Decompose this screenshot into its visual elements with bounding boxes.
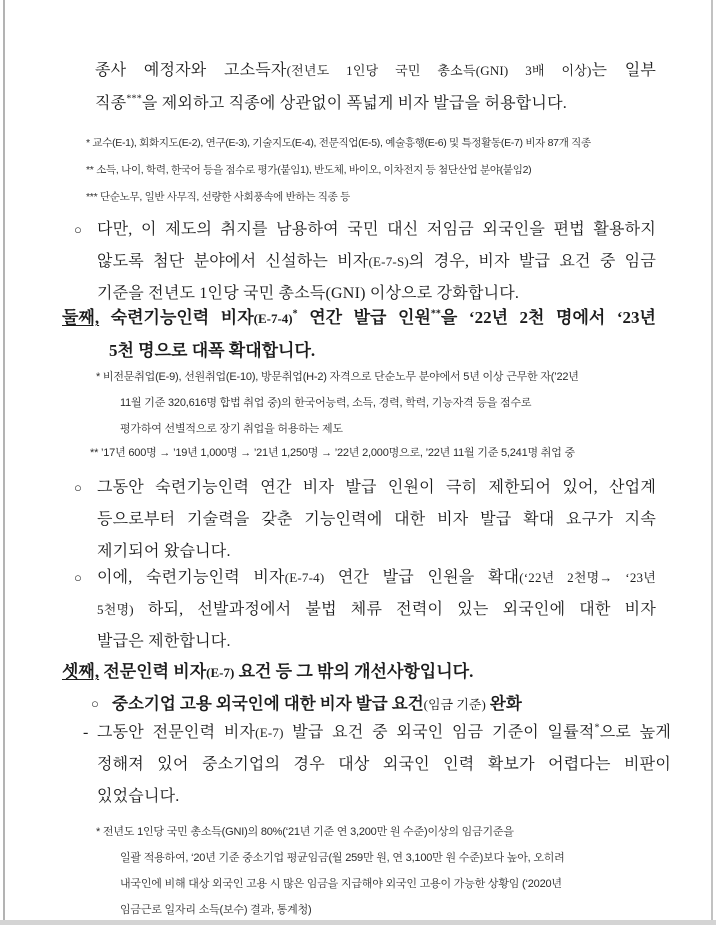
heading-third-item	[62, 660, 662, 685]
text-run-paren: (임금 기준)	[423, 697, 486, 712]
text-run: 요건 등 그 밖의 개선사항입니다.	[234, 662, 474, 681]
text-run-paren: 5천명)	[97, 602, 134, 617]
text-run: 그동안 전문인력 비자	[97, 724, 256, 741]
text-run: 그동안 숙련기능인력 연간 비자 발급 인원이 극히 제한되어 있어, 산업계	[97, 479, 656, 496]
circle-bullet-icon: ○	[74, 570, 83, 585]
text-run: 제기되어 왔습니다.	[97, 543, 231, 560]
text-run: 연간 발급 인원	[297, 308, 431, 327]
text-run: 을 제외하고 직종에 상관없이 폭넓게 비자 발급을 허용합니다.	[141, 95, 567, 112]
text-line	[95, 54, 656, 87]
footnote-line: 11월 기준 320,616명 합법 취업 중)의 한국어능력, 소득, 경력, 학력, 기능자격 등을 점수로	[120, 397, 532, 409]
text-run: 을 ‘22년 2천 명에서 ‘23년	[440, 308, 656, 327]
circle-bullet-icon: ○	[74, 480, 83, 495]
text-line	[97, 214, 656, 246]
text-run-paren: (E-7-4)	[284, 570, 325, 585]
text-run: 완화	[485, 694, 522, 713]
text-run: 으로 높게	[599, 724, 671, 741]
footnote-line: *** 단순노무, 일반 사무직, 선량한 사회풍속에 반하는 직종 등	[86, 191, 350, 203]
text-line	[97, 594, 656, 626]
text-line	[95, 87, 656, 120]
paragraph-visa-issuance	[95, 54, 656, 120]
text-run: 다만, 이 제도의 취지를 남용하여 국민 대신 저임금 외국인을 편법 활용하지	[97, 221, 656, 238]
footnote-gni-wage-standard	[96, 819, 656, 923]
text-run: 기준을 전년도 1인당 국민 총소득(GNI) 이상으로 강화합니다.	[97, 285, 520, 302]
footnote-line: * 전년도 1인당 국민 총소득(GNI)의 80%(‘21년 기준 연 3,200만 원 수준)이상의 임금기준을	[96, 826, 514, 838]
paragraph-text	[97, 717, 671, 813]
text-run: 숙련기능인력 비자	[99, 308, 254, 327]
text-run-paren: (전년도 1인당 국민 총소득(GNI) 3배 이상)	[286, 63, 592, 78]
footnote-line: * 교수(E-1), 회화지도(E-2), 연구(E-3), 기술지도(E-4), 전문직업(E-5), 예술흥행(E-6) 및 특정활동(E-7) 비자 87개 직종	[86, 137, 591, 149]
text-run: 직종	[95, 95, 127, 112]
text-line	[97, 781, 671, 813]
footnote-group-occupations	[86, 130, 686, 211]
text-run: 정해져 있어 중소기업의 경우 대상 외국인 인력 확보가 어렵다는 비판이	[97, 756, 671, 773]
text-run: 종사 예정자와 고소득자	[95, 62, 287, 79]
text-run: 5천 명으로 대폭 확대합니다.	[109, 341, 316, 360]
text-run-paren: (E-7)	[206, 665, 235, 680]
page-left-edge-line	[3, 0, 5, 925]
footnote-line: * 비전문취업(E-9), 선원취업(E-10), 방문취업(H-2) 자격으로 단순노무 분야에서 5년 이상 근무한 자(’22년	[96, 371, 579, 383]
text-line	[97, 246, 656, 278]
footnote-marker: *	[594, 722, 600, 734]
underlined-word: 둘째,	[62, 308, 100, 327]
footnote-line: 일괄 적용하여, ‘20년 기준 중소기업 평균임금(월 259만 원, 연 3,100만 원 수준)보다 높아, 오히려	[120, 852, 565, 864]
text-run: 이에, 숙련기능인력 비자	[97, 569, 285, 586]
text-run-paren: (E-7-4)	[253, 311, 293, 326]
text-run: 하되, 선발과정에서 불법 체류 전력이 있는 외국인에 대한 비자	[133, 601, 656, 618]
text-run-paren: (‘22년 2천명→ ‘23년	[519, 570, 656, 585]
text-run: 중소기업 고용 외국인에 대한 비자 발급 요건	[112, 694, 424, 713]
text-line	[97, 472, 656, 504]
footnote-line: ** 소득, 나이, 학력, 한국어 등을 점수로 평가(붙임1), 반도체, 바이오, 이차전지 등 첨단산업 분야(붙임2)	[86, 164, 532, 176]
footnote-line: ** ’17년 600명 → ’19년 1,000명 → ’21년 1,250명 → ’22년 2,000명으로, ’22년 11월 기준 5,241명 취업 중	[90, 447, 575, 459]
paragraph-text	[97, 472, 656, 568]
circle-bullet-icon: ○	[91, 696, 99, 711]
text-run-paren: (E-7)	[255, 725, 284, 740]
bullet-paragraph-e7s	[74, 214, 656, 310]
footnote-line: 내국인에 비해 대상 외국인 고용 시 많은 임금을 지급해야 외국인 고용이 가능한 상황임 (‘2020년	[120, 878, 562, 890]
heading-second-item	[62, 302, 656, 367]
circle-bullet-icon: ○	[74, 222, 83, 237]
text-run: 등으로부터 기술력을 갖춘 기능인력에 대한 비자 발급 확대 요구가 지속	[97, 511, 656, 528]
footnote-line: 임금근로 일자리 소득(보수) 결과, 통계청)	[120, 904, 312, 916]
paragraph-text	[97, 562, 656, 658]
bullet-paragraph-expand-restrict	[74, 562, 656, 658]
bullet-paragraph-quota-limited	[74, 472, 656, 568]
text-line	[97, 562, 656, 594]
footnote-marker: ***	[126, 93, 142, 105]
text-run: 전문인력 비자	[99, 662, 207, 681]
heading-line	[62, 660, 662, 685]
footnote-marker: **	[430, 308, 441, 320]
text-run: 는 일부	[591, 62, 657, 79]
footnote-e74-description	[96, 364, 658, 442]
text-run: 않도록 첨단 분야에서 신설하는 비자	[97, 253, 369, 270]
bold-bullet-sme-requirement	[91, 692, 671, 717]
dash-bullet-icon: -	[83, 724, 89, 741]
paragraph-text	[112, 692, 671, 717]
text-run: 연간 발급 인원을 확대	[324, 569, 520, 586]
text-line	[97, 749, 671, 781]
page-right-edge-line	[711, 0, 713, 925]
footnote-line: 평가하여 선별적으로 장기 취업을 허용하는 제도	[120, 423, 343, 435]
text-line	[97, 626, 656, 658]
text-run: 의 경우, 비자 발급 요건 중 임금	[408, 253, 656, 270]
dash-paragraph-wage-criterion	[83, 717, 671, 813]
text-run: 있었습니다.	[97, 788, 180, 805]
footnote-marker: *	[292, 308, 298, 320]
paragraph-text	[97, 214, 656, 310]
footnote-quota-history	[90, 440, 690, 466]
underlined-word: 셋째,	[62, 662, 100, 681]
text-line	[97, 504, 656, 536]
heading-line	[62, 335, 656, 367]
text-line	[97, 717, 671, 749]
text-run-paren: (E-7-S)	[368, 254, 409, 269]
text-run: 발급 요건 중 외국인 임금 기준이 일률적	[283, 724, 595, 741]
heading-line	[62, 302, 656, 335]
text-run: 발급은 제한합니다.	[97, 633, 231, 650]
